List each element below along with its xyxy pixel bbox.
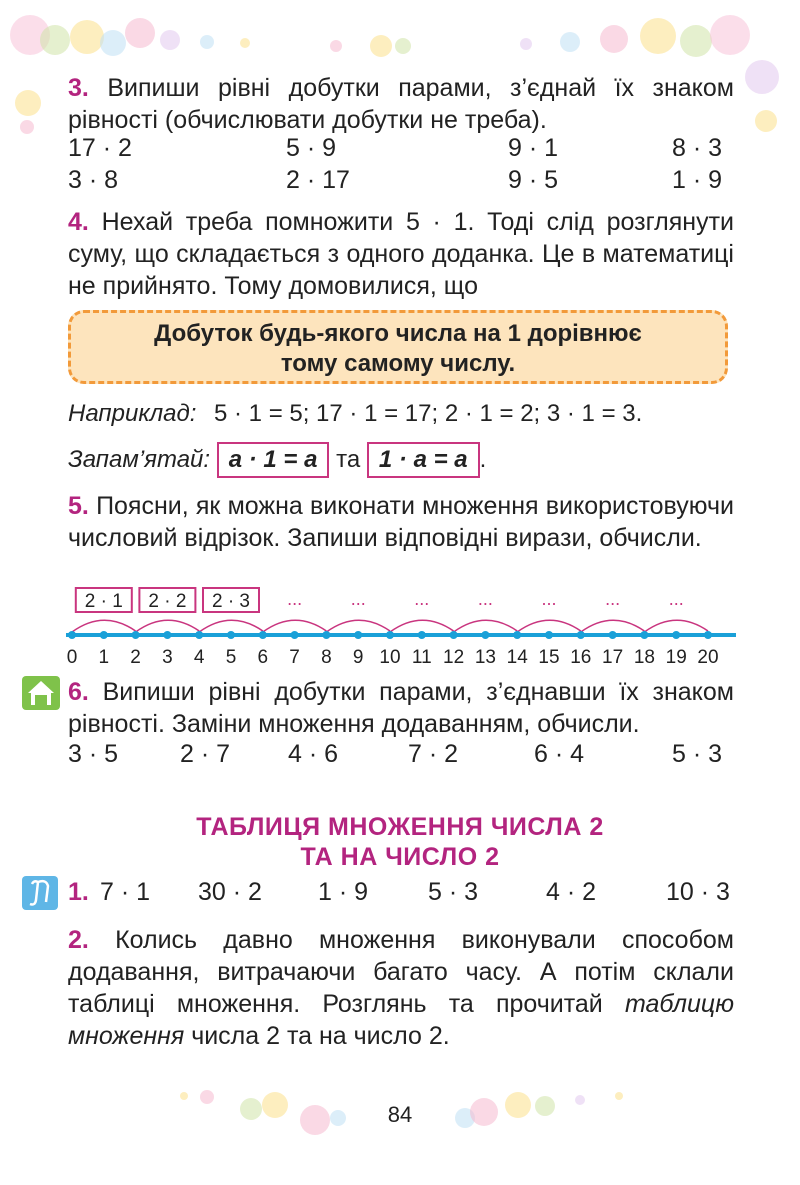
jump-placeholder: ... bbox=[350, 589, 366, 609]
product-item: 17 · 2 bbox=[68, 134, 132, 162]
number-line-point bbox=[450, 631, 458, 639]
number-line-jump-arc bbox=[517, 620, 581, 632]
number-line-tick-label: 16 bbox=[570, 647, 592, 668]
number-line-point bbox=[545, 631, 553, 639]
number-line-point bbox=[672, 631, 680, 639]
jump-placeholder: ... bbox=[668, 589, 684, 609]
example-line bbox=[68, 400, 728, 432]
formula-box-2: 1 · a = a bbox=[367, 442, 480, 478]
oral-work-icon bbox=[22, 876, 58, 910]
section-task-2-italic: таблицю множення bbox=[68, 990, 734, 1050]
section-title-line-1: ТАБЛИЦЯ МНОЖЕННЯ ЧИСЛА 2 bbox=[196, 813, 604, 841]
product-item: 5 · 3 bbox=[672, 740, 723, 768]
number-line-tick-label: 20 bbox=[697, 647, 719, 668]
number-line-tick-label: 3 bbox=[162, 647, 173, 668]
number-line-tick-label: 18 bbox=[633, 647, 655, 668]
number-line-jump-arc bbox=[644, 620, 708, 632]
rule-line-2: тому самому числу. bbox=[280, 350, 516, 377]
number-line-tick-label: 1 bbox=[98, 647, 110, 668]
number-line-point bbox=[704, 631, 712, 639]
number-line-jump-arc bbox=[326, 620, 390, 632]
connector-word: та bbox=[336, 446, 361, 473]
number-line-point bbox=[513, 631, 521, 639]
product-item: 2 · 7 bbox=[180, 740, 231, 768]
product-item: 6 · 4 bbox=[534, 740, 585, 768]
product-item: 9 · 1 bbox=[508, 134, 559, 162]
number-line-tick-label: 9 bbox=[352, 647, 364, 668]
task-5-body: Поясни, як можна виконати множення використовуючи числовий відрізок. Запиши відповідні вирази, обчисли. bbox=[68, 492, 734, 552]
number-line-jump-arc bbox=[454, 620, 518, 632]
section-title-line-2: ТА НА ЧИСЛО 2 bbox=[300, 843, 500, 871]
number-line-point bbox=[195, 631, 203, 639]
home-icon bbox=[22, 676, 60, 710]
section-task-2-text bbox=[68, 924, 734, 1052]
task-4-body: Нехай треба помножити 5 · 1. Тоді слід розглянути суму, що складається з одного доданка. Це в математиці не прийнято. Тому домовилися, що bbox=[68, 208, 734, 300]
product-item: 3 · 5 bbox=[68, 740, 119, 768]
task-6-body: Випиши рівні добутки парами, з’єднавши їх знаком рівності. Заміни множення додаванням, обчисли. bbox=[68, 678, 734, 738]
jump-label: 2 · 1 bbox=[84, 591, 123, 612]
number-line-point bbox=[259, 631, 267, 639]
task-3-text bbox=[68, 72, 734, 136]
section-task-1-row bbox=[68, 878, 728, 910]
number-line-tick-label: 13 bbox=[474, 647, 496, 668]
product-item: 7 · 2 bbox=[408, 740, 459, 768]
number-line-point bbox=[577, 631, 585, 639]
number-line-point bbox=[227, 631, 235, 639]
number-line-jump-arc bbox=[581, 620, 645, 632]
number-line-jump-arc bbox=[136, 620, 200, 632]
number-line-tick-label: 0 bbox=[66, 647, 78, 668]
number-line-point bbox=[386, 631, 394, 639]
number-line-tick-label: 8 bbox=[321, 647, 332, 668]
number-line-point bbox=[68, 631, 76, 639]
jump-placeholder: ... bbox=[605, 589, 621, 609]
jump-placeholder: ... bbox=[414, 589, 430, 609]
expression-item: 7 · 1 bbox=[100, 878, 151, 906]
remember-line bbox=[68, 442, 486, 482]
number-line-tick-label: 7 bbox=[289, 647, 300, 668]
expression-item: 1 · 9 bbox=[318, 878, 369, 906]
product-item: 5 · 9 bbox=[286, 134, 337, 162]
jump-label: 2 · 2 bbox=[148, 591, 187, 612]
jump-placeholder: ... bbox=[477, 589, 493, 609]
number-line-point bbox=[481, 631, 489, 639]
expression-item: 10 · 3 bbox=[666, 878, 730, 906]
number-line-point bbox=[322, 631, 330, 639]
formula-box-1: a · 1 = a bbox=[217, 442, 330, 478]
product-item: 2 · 17 bbox=[286, 166, 350, 194]
example-label: Наприклад: bbox=[68, 400, 197, 427]
number-line-tick-label: 12 bbox=[443, 647, 465, 668]
product-item: 4 · 6 bbox=[288, 740, 339, 768]
rule-line-1: Добуток будь-якого числа на 1 дорівнює bbox=[154, 320, 642, 347]
number-line-tick-label: 15 bbox=[538, 647, 560, 668]
number-line-tick-label: 10 bbox=[379, 647, 401, 668]
number-line-tick-label: 14 bbox=[506, 647, 528, 668]
section-task-2-end: числа 2 та на число 2. bbox=[191, 1022, 450, 1050]
expression-item: 5 · 3 bbox=[428, 878, 479, 906]
section-task-2-body: Колись давно множення виконували способом додавання, витрачаючи багато часу. А потім склали таблиці множення. Розглянь та прочитай bbox=[68, 926, 734, 1018]
number-line-point bbox=[291, 631, 299, 639]
number-line-tick-label: 17 bbox=[602, 647, 624, 668]
product-item: 8 · 3 bbox=[672, 134, 723, 162]
number-line-jump-arc bbox=[263, 620, 327, 632]
section-task-2-number: 2. bbox=[68, 926, 89, 954]
number-line-point bbox=[640, 631, 648, 639]
task-6-number: 6. bbox=[68, 678, 89, 706]
number-line-point bbox=[132, 631, 140, 639]
number-line-tick-label: 5 bbox=[225, 647, 237, 668]
task-6-text bbox=[68, 676, 734, 740]
task-5-text bbox=[68, 490, 734, 554]
product-item: 1 · 9 bbox=[672, 166, 723, 194]
number-line-point bbox=[354, 631, 362, 639]
task-3-row-2 bbox=[68, 166, 728, 198]
number-line-tick-label: 6 bbox=[257, 647, 269, 668]
remember-label: Запам’ятай: bbox=[68, 446, 211, 473]
task-6-row bbox=[68, 740, 728, 772]
number-line-tick-label: 4 bbox=[193, 647, 205, 668]
number-line-tick-label: 11 bbox=[411, 647, 432, 668]
task-4-text bbox=[68, 206, 734, 302]
number-line-jump-arc bbox=[199, 620, 263, 632]
task-3-body: Випиши рівні добутки парами, з’єднай їх знаком рівності (обчислювати добутки не треба). bbox=[68, 74, 734, 134]
formula-end: . bbox=[479, 446, 487, 473]
jump-placeholder: ... bbox=[541, 589, 557, 609]
number-line-jump-arc bbox=[72, 620, 136, 632]
expression-item: 30 · 2 bbox=[198, 878, 262, 906]
jump-label: 2 · 3 bbox=[211, 591, 251, 612]
task-3-row-1 bbox=[68, 134, 728, 166]
rule-box bbox=[68, 310, 728, 384]
number-line-point bbox=[100, 631, 108, 639]
task-4-number: 4. bbox=[68, 208, 89, 236]
task-3-number: 3. bbox=[68, 74, 89, 102]
product-item: 3 · 8 bbox=[68, 166, 119, 194]
section-task-1-number: 1. bbox=[68, 878, 89, 906]
product-item: 9 · 5 bbox=[508, 166, 559, 194]
number-line bbox=[60, 585, 740, 670]
number-line-point bbox=[163, 631, 171, 639]
number-line-point bbox=[609, 631, 617, 639]
jump-placeholder: ... bbox=[287, 589, 303, 609]
example-text: 5 · 1 = 5; 17 · 1 = 17; 2 · 1 = 2; 3 · 1 = 3. bbox=[214, 400, 643, 427]
task-5-number: 5. bbox=[68, 492, 89, 520]
expression-item: 4 · 2 bbox=[546, 878, 597, 906]
number-line-tick-label: 2 bbox=[130, 647, 141, 668]
number-line-jump-arc bbox=[390, 620, 454, 632]
number-line-point bbox=[418, 631, 426, 639]
number-line-tick-label: 19 bbox=[665, 647, 687, 668]
page-number: 84 bbox=[387, 1102, 413, 1127]
